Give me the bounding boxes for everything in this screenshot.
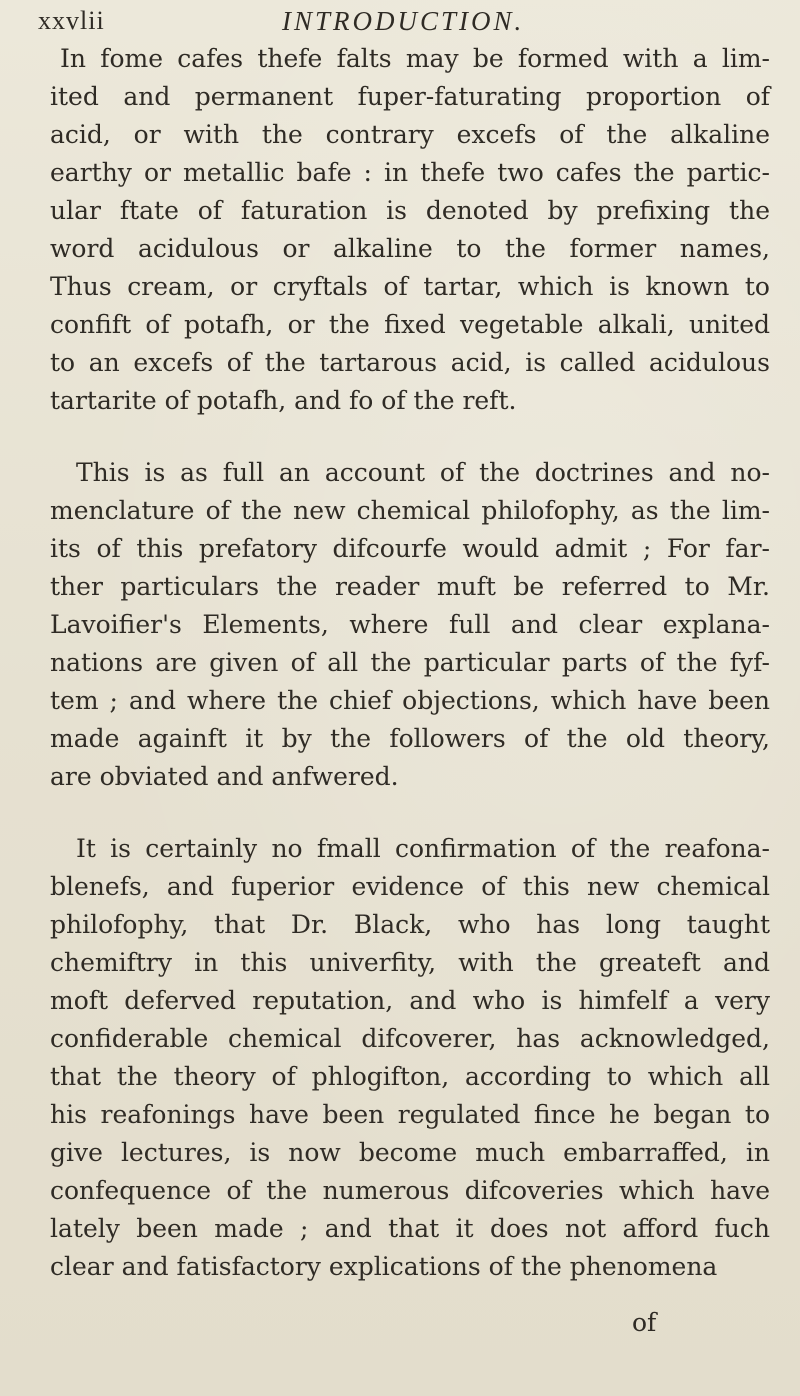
text-line: This is as full an account of the doctrines and no- bbox=[76, 458, 770, 487]
text-line: its of this prefatory difcourfe would admit ; For far- bbox=[50, 534, 770, 563]
text-line: earthy or metallic bafe : in thefe two cafes the partic- bbox=[50, 158, 770, 187]
text-line: to an excefs of the tartarous acid, is called acidulous bbox=[50, 348, 770, 377]
text-line: ular ftate of faturation is denoted by prefixing the bbox=[50, 196, 770, 225]
catchword: of bbox=[632, 1308, 657, 1337]
running-head: INTRODUCTION. bbox=[282, 6, 525, 36]
text-line: tem ; and where the chief objections, which have been bbox=[50, 686, 770, 715]
page-number: xxvlii bbox=[38, 6, 105, 35]
text-line: confift of potafh, or the fixed vegetable alkali, united bbox=[50, 310, 770, 339]
text-line: give lectures, is now become much embarraffed, in bbox=[50, 1138, 770, 1167]
page-header bbox=[38, 4, 778, 44]
text-line: blenefs, and fuperior evidence of this new chemical bbox=[50, 872, 770, 901]
text-line: made againft it by the followers of the old theory, bbox=[50, 724, 770, 753]
body-text bbox=[50, 40, 780, 1286]
paragraph-1 bbox=[50, 40, 780, 420]
text-line: are obviated and anfwered. bbox=[50, 762, 399, 791]
text-line: lately been made ; and that it does not afford fuch bbox=[50, 1214, 770, 1243]
text-line: that the theory of phlogifton, according to which all bbox=[50, 1062, 770, 1091]
text-line: ited and permanent fuper-faturating proportion of bbox=[50, 82, 770, 111]
text-line: menclature of the new chemical philofophy, as the lim- bbox=[50, 496, 770, 525]
text-line: chemiftry in this univerfity, with the greateft and bbox=[50, 948, 770, 977]
text-line: confequence of the numerous difcoveries which have bbox=[50, 1176, 770, 1205]
text-line: clear and fatisfactory explications of the phenomena bbox=[50, 1252, 718, 1281]
text-line: In fome cafes thefe falts may be formed with a lim- bbox=[60, 44, 770, 73]
paragraph-gap bbox=[50, 796, 780, 830]
paragraph-2 bbox=[50, 454, 780, 796]
paragraph-gap bbox=[50, 420, 780, 454]
text-line: philofophy, that Dr. Black, who has long taught bbox=[50, 910, 770, 939]
text-line: tartarite of potafh, and fo of the reft. bbox=[50, 386, 517, 415]
paragraph-3 bbox=[50, 830, 780, 1286]
text-line: Thus cream, or cryftals of tartar, which is known to bbox=[50, 272, 770, 301]
text-line: Lavoifier's Elements, where full and clear explana- bbox=[50, 610, 770, 639]
text-line: moft deferved reputation, and who is himfelf a very bbox=[50, 986, 770, 1015]
text-line: nations are given of all the particular parts of the fyf- bbox=[50, 648, 770, 677]
text-line: ther particulars the reader muft be referred to Mr. bbox=[50, 572, 770, 601]
text-line: confiderable chemical difcoverer, has acknowledged, bbox=[50, 1024, 770, 1053]
text-line: acid, or with the contrary excefs of the alkaline bbox=[50, 120, 770, 149]
text-line: his reafonings have been regulated fince he began to bbox=[50, 1100, 770, 1129]
text-line: It is certainly no fmall confirmation of the reafona- bbox=[76, 834, 770, 863]
text-line: word acidulous or alkaline to the former names, bbox=[50, 234, 770, 263]
